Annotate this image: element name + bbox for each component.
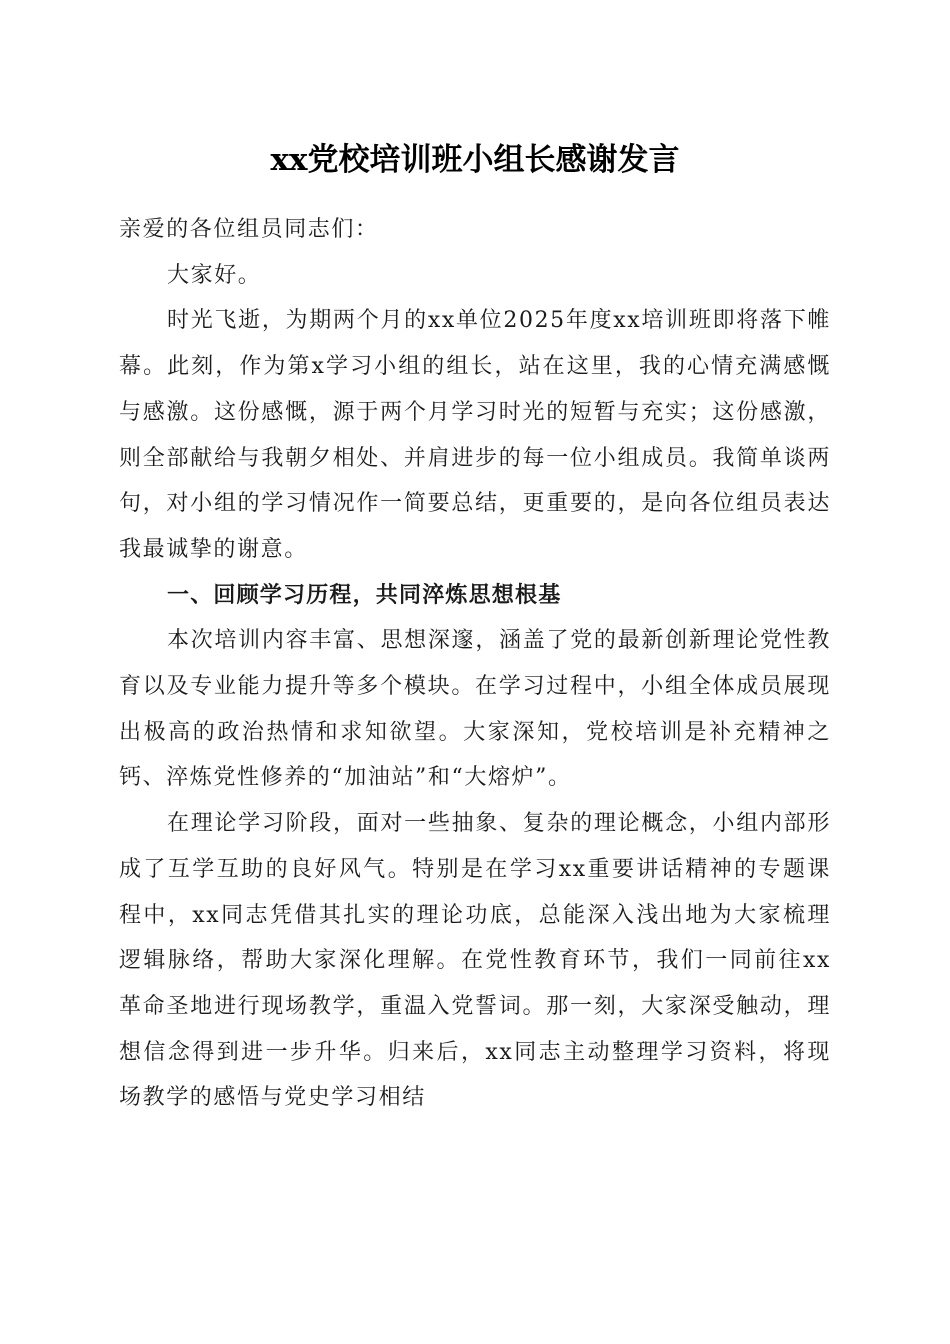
section-heading-1: 一、回顾学习历程，共同淬炼思想根基 <box>167 582 562 608</box>
paragraph-section1-2: 在理论学习阶段，面对一些抽象、复杂的理论概念，小组内部形成了互学互助的良好风气。特别是在学习xx重要讲话精神的专题课程中，xx同志凭借其扎实的理论功底，总能深入浅出地为大家梳理逻辑脉络，帮助大家深化理解。在党性教育环节，我们一同前往xx革命圣地进行现场教学，重温入党誓词。那一刻，大家深受触动，理想信念得到进一步升华。归来后，xx同志主动整理学习资料，将现场教学的感悟与党史学习相结 <box>119 811 831 1111</box>
document-title: xx党校培训班小组长感谢发言 <box>270 142 680 178</box>
paragraph-intro: 时光飞逝，为期两个月的xx单位2025年度xx培训班即将落下帷幕。此刻，作为第x学习小组的组长，站在这里，我的心情充满感慨与感激。这份感慨，源于两个月学习时光的短暂与充实；这份感激，则全部献给与我朝夕相处、并肩进步的每一位小组成员。我简单谈两句，对小组的学习情况作一简要总结，更重要的，是向各位组员表达我最诚挚的谢意。 <box>119 308 831 562</box>
paragraph-section1-1: 本次培训内容丰富、思想深邃，涵盖了党的最新创新理论党性教育以及专业能力提升等多个模块。在学习过程中，小组全体成员展现出极高的政治热情和求知欲望。大家深知，党校培训是补充精神之钙、淬炼党性修养的“加油站”和“大熔炉”。 <box>119 628 831 791</box>
salutation: 亲爱的各位组员同志们： <box>119 217 379 242</box>
document-body <box>119 207 831 1121</box>
greeting: 大家好。 <box>167 262 262 288</box>
